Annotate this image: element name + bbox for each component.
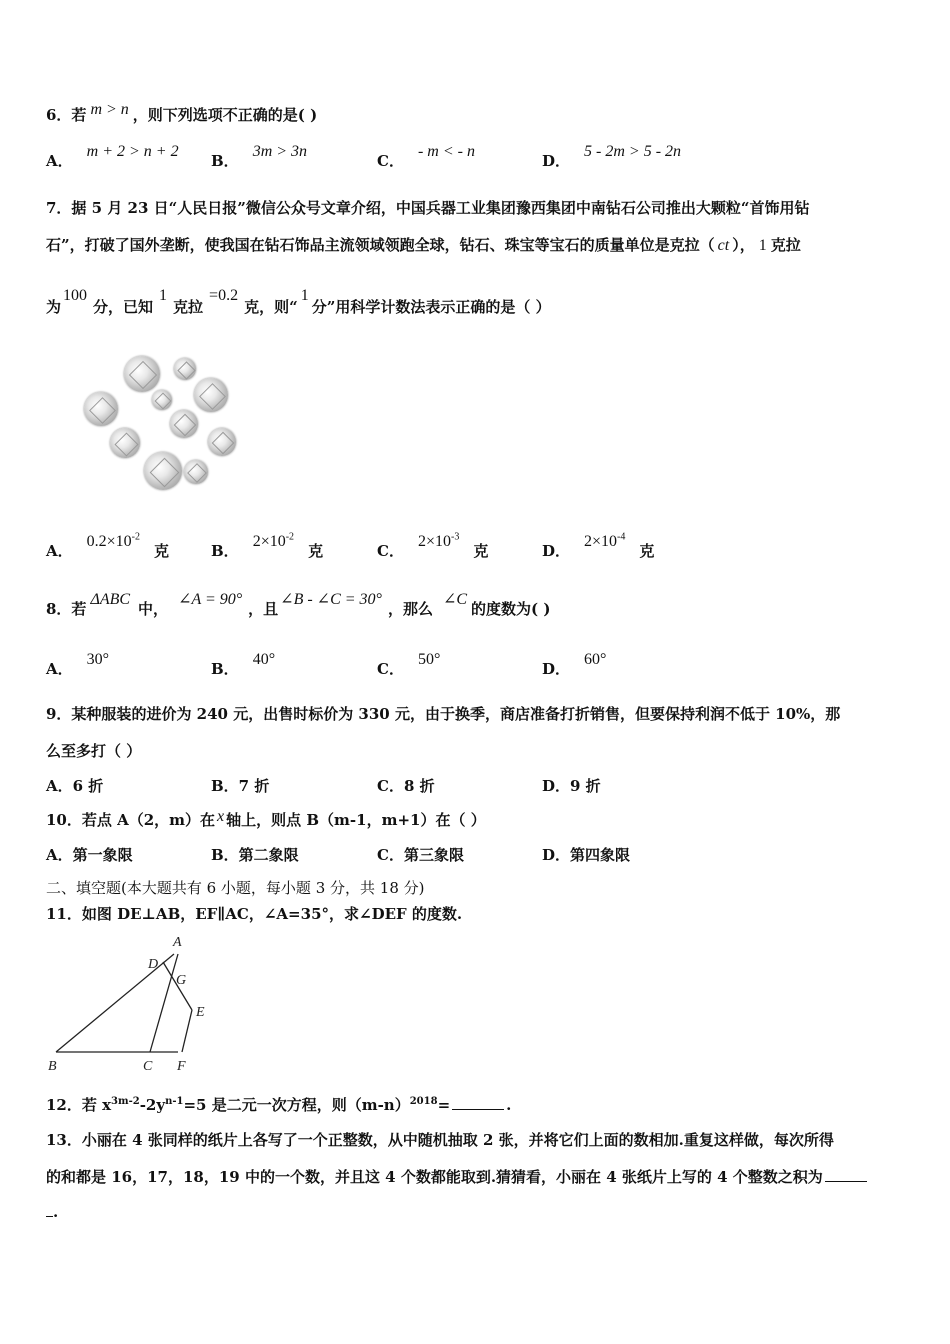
segment-ef bbox=[182, 1010, 192, 1052]
q8-option-c: C．50° bbox=[377, 651, 441, 678]
q6-option-c: C．- m < - n bbox=[377, 143, 475, 170]
q6-option-b: B．3m > 3n bbox=[211, 143, 308, 170]
q9-line2: 么至多打（ ） bbox=[46, 742, 142, 760]
label-g: G bbox=[176, 973, 187, 988]
q13-answer-blank[interactable] bbox=[825, 1180, 867, 1182]
q6-condition: m > n bbox=[90, 101, 129, 118]
q12-stem: 12．若 $x^{3m-2}-2y^{n-1}=5$ 是二元一次方程，则$(m-n)^{2018}=$ . bbox=[46, 1096, 512, 1114]
q7-option-a: A．$0.2\times 10^{-2}$克 bbox=[46, 531, 170, 560]
q7-line1: 7．据 5 月 23 日“人民日报”微信公众号文章介绍，中国兵器工业集团豫西集团中南钻石公司推出大颗粒“首饰用钻 bbox=[46, 199, 810, 217]
label-a: A bbox=[173, 935, 182, 950]
q7-line2: 石”，打破了国外垄断，使我国在钻石饰品主流领域领跑全球，钻石、珠宝等宝石的质量单位是克拉（ ct ）， 1 克拉 bbox=[46, 236, 801, 254]
q6-option-d: D．5 - 2m > 5 - 2n bbox=[542, 143, 682, 170]
q8-option-a: A．30° bbox=[46, 651, 110, 678]
label-e: E bbox=[196, 1005, 205, 1020]
q9-option-b: B．7 折 bbox=[211, 777, 270, 795]
label-f: F bbox=[177, 1059, 186, 1074]
q10-stem: 10．若点 A（2，m）在 x 轴上，则点 B（m-1，m+1）在（ ） bbox=[46, 808, 486, 829]
q12-answer-blank[interactable] bbox=[452, 1108, 504, 1110]
q8-option-d: D．60° bbox=[542, 651, 607, 678]
q13-line2: 的和都是 16，17，18，19 中的一个数，并且这 4 个数都能取到.猜猜看，小丽在 4 张纸片上写的 4 个整数之积为 bbox=[46, 1166, 869, 1187]
q10-option-c: C．第三象限 bbox=[377, 846, 464, 864]
q7-option-b: B．$2\times 10^{-2}$克 bbox=[211, 531, 324, 560]
q9-option-c: C．8 折 bbox=[377, 777, 435, 795]
q10-option-a: A．第一象限 bbox=[46, 846, 133, 864]
q11-stem: 11．如图 DE⊥AB，EF∥AC，∠A=35°，求∠DEF 的度数. bbox=[46, 905, 463, 923]
q8-stem: 8．若ΔABC中，∠A = 90°，且∠B - ∠C = 30°，那么∠C的度数为( ) bbox=[46, 591, 551, 618]
q8-option-b: B．40° bbox=[211, 651, 276, 678]
q7-line3: 为100分，已知1克拉=0.2克，则“1分”用科学计数法表示正确的是（ ） bbox=[46, 287, 551, 316]
diamonds-image bbox=[80, 352, 240, 492]
q10-option-d: D．第四象限 bbox=[542, 846, 631, 864]
label-c: C bbox=[143, 1059, 153, 1074]
q6-stem-post: ，则下列选项不正确的是( ) bbox=[132, 106, 318, 124]
q6-stem bbox=[46, 101, 318, 125]
q11-figure bbox=[40, 930, 230, 1078]
q7-option-c: C．$2\times 10^{-3}$克 bbox=[377, 531, 489, 560]
q9-option-a: A．6 折 bbox=[46, 777, 104, 795]
q13-line3: . bbox=[46, 1203, 58, 1221]
q9-line1: 9．某种服装的进价为 240 元，出售时标价为 330 元，由于换季，商店准备打折销售，但要保持利润不低于 10%，那 bbox=[46, 705, 841, 723]
label-d: D bbox=[148, 957, 159, 972]
label-b: B bbox=[48, 1059, 57, 1074]
q10-option-b: B．第二象限 bbox=[211, 846, 299, 864]
q6-option-a: A．m + 2 > n + 2 bbox=[46, 143, 179, 170]
q7-option-d: D．$2\times 10^{-4}$克 bbox=[542, 531, 655, 560]
section-2-heading: 二、填空题(本大题共有 6 小题，每小题 3 分，共 18 分) bbox=[46, 879, 425, 897]
q9-option-d: D．9 折 bbox=[542, 777, 601, 795]
q6-stem-pre: 6．若 bbox=[46, 106, 87, 124]
q13-line1: 13．小丽在 4 张同样的纸片上各写了一个正整数，从中随机抽取 2 张，并将它们上面的数相加.重复这样做，每次所得 bbox=[46, 1131, 834, 1149]
